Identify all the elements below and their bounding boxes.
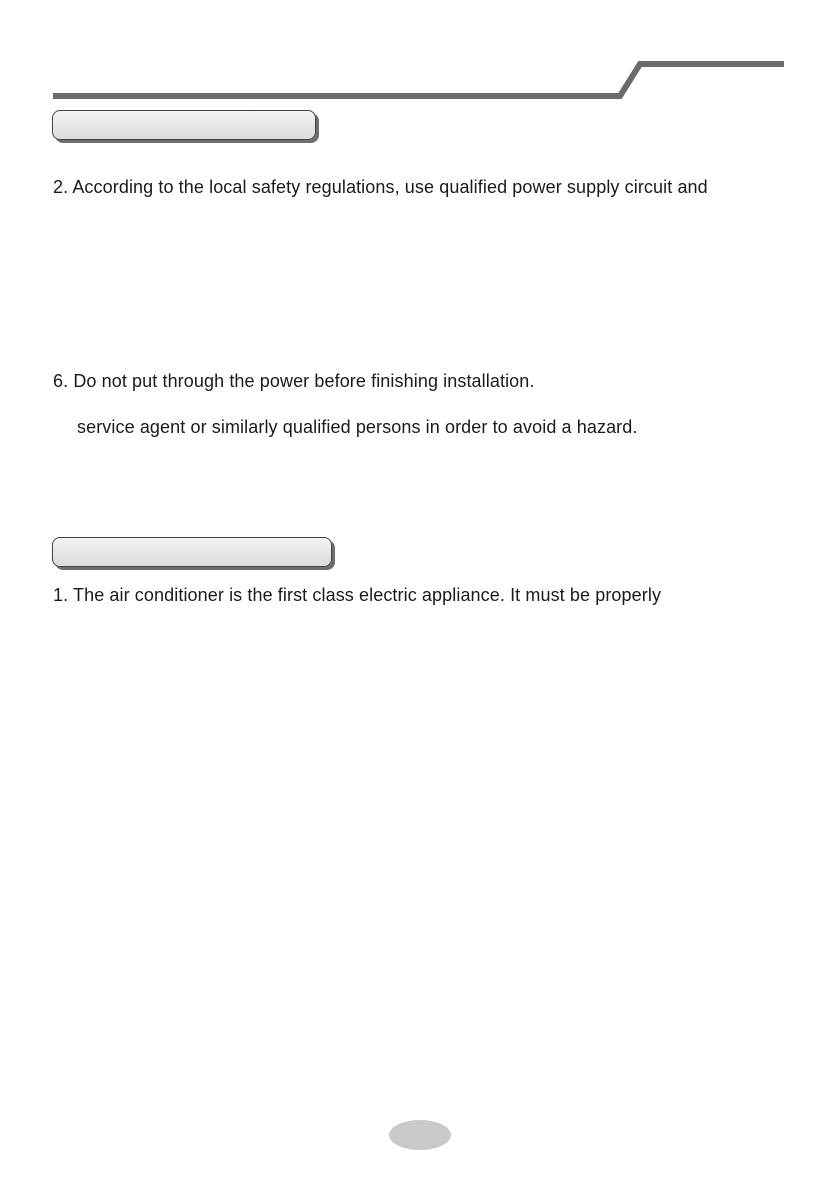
- instruction-line: 2. According to the local safety regulations, use qualified power supply circuit and: [53, 177, 708, 197]
- section-tab-2: [52, 537, 332, 567]
- instruction-line: 6. Do not put through the power before finishing installation.: [53, 371, 535, 391]
- instruction-line: service agent or similarly qualified persons in order to avoid a hazard.: [77, 417, 638, 437]
- section-tab-1: [52, 110, 316, 140]
- header-rule: [0, 0, 839, 110]
- page-number-badge: [389, 1120, 451, 1150]
- instruction-line: 1. The air conditioner is the first class electric appliance. It must be properly: [53, 585, 662, 605]
